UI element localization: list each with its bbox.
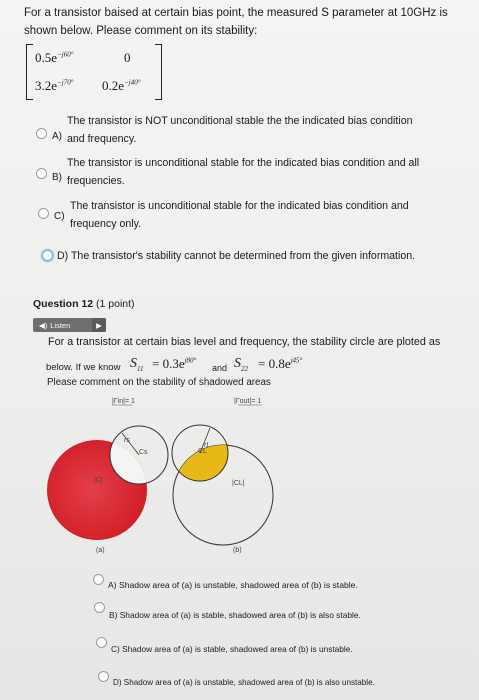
q12-s22: $S_{22}$ <box>234 356 248 373</box>
q11-option-c-radio[interactable] <box>38 208 49 219</box>
q11-option-b-line1: The transistor is unconditional stable for the indicated bias condition and all <box>67 157 420 169</box>
s-parameter-matrix <box>26 44 162 100</box>
stability-circles-figure <box>40 395 300 565</box>
q12-text-line3: Please comment on the stability of shadowed areas <box>47 377 271 388</box>
listen-button[interactable] <box>33 318 106 332</box>
q11-text-line2: shown below. Please comment on its stability: <box>24 25 258 37</box>
fig-b-caption: (b) <box>233 547 242 554</box>
q12-s22-value: = $0.8e^{j45^\circ}$ <box>258 356 303 371</box>
q12-text-line2 <box>46 352 446 374</box>
q11-option-c-text[interactable] <box>70 199 409 231</box>
q12-option-a-letter: A) <box>108 580 117 590</box>
q12-option-c-text[interactable] <box>111 642 353 656</box>
fig-b-c-label: |CL| <box>232 480 245 487</box>
q12-s11-value: = $0.3e^{j80^\circ}$ <box>152 356 197 371</box>
q12-option-c-radio[interactable] <box>96 637 107 648</box>
speaker-icon: ◀) <box>39 320 48 330</box>
q11-option-b-radio[interactable] <box>36 168 47 179</box>
fig-a-caption: (a) <box>96 547 105 554</box>
q11-option-d-text[interactable] <box>57 249 415 263</box>
fig-b-rl-label: rL <box>204 442 211 449</box>
q11-option-d-letter: D) <box>57 250 69 262</box>
q11-option-a-radio[interactable] <box>36 128 47 139</box>
q12-s11: $S_{11}$ <box>130 356 144 373</box>
listen-label: Listen <box>50 320 71 330</box>
q12-option-b-letter: B) <box>109 610 118 620</box>
q12-title: Question 12 <box>33 298 94 310</box>
q12-option-b-label: Shadow area of (a) is stable, shadowed area of (b) is also stable. <box>119 610 361 620</box>
matrix-left-bracket <box>26 44 33 100</box>
fig-a-cs-label: Cs <box>139 449 148 456</box>
fig-a-top-label: |Γin|= 1 <box>112 398 135 405</box>
q12-option-d-text[interactable] <box>113 676 375 690</box>
q11-option-b-letter: B) <box>52 172 62 183</box>
q12-text-line1: For a transistor at certain bias level and frequency, the stability circle are ploted as <box>48 336 441 348</box>
q11-option-a-letter: A) <box>52 131 62 142</box>
fig-a-c-label: |C| <box>94 477 103 484</box>
fig-b-cl-label: CL <box>198 448 207 455</box>
q12-option-a-radio[interactable] <box>93 574 104 585</box>
q11-option-a-line2: and frequency. <box>67 133 137 145</box>
q12-points: (1 point) <box>96 298 135 310</box>
q12-option-d-letter: D) <box>113 678 122 687</box>
q12-and-text: and <box>212 363 228 373</box>
q11-option-c-line2: frequency only. <box>70 218 142 230</box>
matrix-s12: 0 <box>124 50 131 65</box>
q12-line2-prefix: below. If we know <box>46 362 121 373</box>
q11-option-c-line1: The transistor is unconditional stable for the indicated bias condition and <box>70 200 409 212</box>
q12-option-d-label: Shadow area of (a) is unstable, shadowed area of (b) is also unstable. <box>123 678 375 687</box>
matrix-right-bracket <box>155 44 162 100</box>
q12-option-a-text[interactable] <box>108 578 358 592</box>
fig-a-rs-label: rs <box>124 437 130 444</box>
q11-option-b-line2: frequencies. <box>67 175 125 187</box>
matrix-s22: $0.2e^{-j40^\circ}$ <box>102 78 141 93</box>
q11-option-d-line1: The transistor's stability cannot be determined from the given information. <box>70 250 416 262</box>
q12-option-b-text[interactable] <box>109 608 361 622</box>
q12-option-b-radio[interactable] <box>94 602 105 613</box>
q12-option-d-radio[interactable] <box>98 671 109 682</box>
q11-option-d-radio[interactable] <box>42 250 53 261</box>
q12-option-a-label: Shadow area of (a) is unstable, shadowed area of (b) is stable. <box>118 580 358 590</box>
q12-option-c-letter: C) <box>111 644 120 654</box>
q12-option-c-label: Shadow area of (a) is stable, shadowed area of (b) is unstable. <box>122 644 353 654</box>
fig-b-top-label: |Γout|= 1 <box>234 398 262 405</box>
q11-option-b-text[interactable] <box>67 156 419 188</box>
matrix-s11: $0.5e^{-j60^\circ}$ <box>35 50 74 65</box>
q11-text-line1: For a transistor baised at certain bias point, the measured S parameter at 10GHz is <box>24 7 448 19</box>
play-icon[interactable]: ▶ <box>92 318 106 332</box>
q11-option-a-line1: The transistor is NOT unconditional stable the the indicated bias condition <box>67 115 413 127</box>
q11-option-a-text[interactable] <box>67 114 412 146</box>
q11-option-c-letter: C) <box>54 211 65 222</box>
q12-heading <box>33 298 135 310</box>
matrix-s21: $3.2e^{-j70^\circ}$ <box>35 78 74 93</box>
